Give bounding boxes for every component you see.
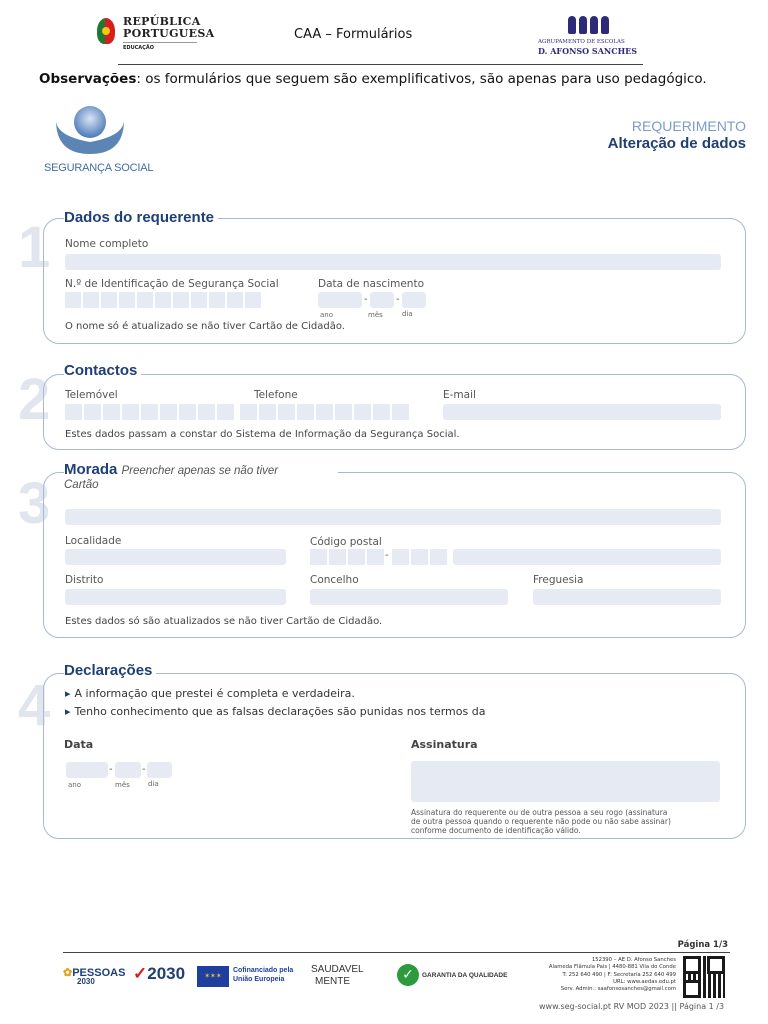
- date-separator: -: [109, 764, 113, 775]
- data-label: Data: [64, 738, 94, 751]
- portugal-emblem-icon: [97, 18, 115, 44]
- morada-input[interactable]: [65, 509, 721, 525]
- codigo-postal-label: Código postal: [310, 536, 382, 548]
- escola-line1: SAUDAVEL: [311, 964, 364, 975]
- section-title: Dados do requerente: [64, 209, 218, 226]
- dia-label: dia: [402, 310, 413, 318]
- date-separator: -: [142, 764, 146, 775]
- dia-label: dia: [148, 780, 159, 788]
- section-number: 1: [18, 215, 51, 280]
- concelho-input[interactable]: [310, 589, 508, 605]
- data-ano-input[interactable]: [66, 762, 108, 778]
- section-number: 2: [18, 367, 51, 432]
- escola-line2: MENTE: [315, 976, 350, 987]
- distrito-input[interactable]: [65, 589, 286, 605]
- morada-hint: Preencher apenas se não tiver: [121, 465, 279, 477]
- figure-icon: [579, 16, 587, 34]
- localidade-input[interactable]: [65, 549, 286, 565]
- mes-label: mês: [368, 311, 383, 319]
- eu-cofinanciado: Cofinanciado pela União Europeia: [233, 967, 294, 983]
- pessoas-text: PESSOAS: [72, 967, 126, 979]
- distrito-label: Distrito: [65, 574, 104, 586]
- assinatura-note-line: de outra pessoa quando o requerente não pode ou não sabe assinar): [411, 817, 671, 826]
- nascimento-label: Data de nascimento: [318, 278, 425, 290]
- header-divider: [118, 64, 643, 65]
- footer-divider: [63, 952, 730, 953]
- address-line: URL: www.aedas.edu.pt: [613, 978, 676, 985]
- school-logo: [536, 10, 636, 58]
- eu-flag-icon: ✶✶✶: [197, 966, 229, 987]
- concelho-label: Concelho: [310, 574, 359, 586]
- assinatura-field[interactable]: [411, 761, 720, 802]
- observations-label: Observações: [39, 71, 137, 87]
- section-number: 3: [18, 471, 51, 536]
- qr-code-icon: [683, 956, 725, 998]
- pessoas-dot-icon: ✿: [63, 967, 73, 979]
- address-line: T: 252 640 490 | F: Secretaria 252 640 499: [562, 971, 676, 978]
- pessoas-2030-logo: [63, 966, 125, 986]
- section-title: [64, 461, 338, 491]
- email-input[interactable]: [443, 404, 721, 420]
- codigo-postal-localidade-input[interactable]: [453, 549, 721, 565]
- school-line1: AGRUPAMENTO DE ESCOLAS: [538, 39, 625, 45]
- declaration-item: ▸ A informação que prestei é completa e verdadeira.: [65, 687, 355, 700]
- rp-divider: [123, 42, 197, 43]
- address-line: Serv. Admin.: saafonsosanches@gmail.com: [560, 986, 676, 993]
- localidade-label: Localidade: [65, 535, 122, 547]
- rp-line1: REPÚBLICA: [123, 15, 201, 28]
- rp-line3: EDUCAÇÃO: [123, 45, 154, 51]
- assinatura-label: Assinatura: [411, 738, 478, 751]
- postal-separator: -: [385, 550, 389, 561]
- ano-label: ano: [68, 781, 82, 789]
- date-separator: -: [364, 294, 368, 305]
- seguranca-social-emblem-icon: [44, 102, 156, 162]
- ss-name: SEGURANÇA SOCIAL: [44, 162, 154, 174]
- portugal-mark-icon: ✓: [133, 964, 148, 983]
- figure-icon: [568, 16, 576, 34]
- section-title: Contactos: [64, 362, 141, 379]
- codigo-postal-ext-input[interactable]: [392, 549, 447, 565]
- figure-icon: [590, 16, 598, 34]
- nome-input[interactable]: [65, 254, 721, 270]
- nasc-dia-input[interactable]: [402, 292, 426, 308]
- section-note: O nome só é atualizado se não tiver Cartão de Cidadão.: [65, 321, 345, 332]
- email-label: E-mail: [443, 389, 476, 401]
- data-mes-input[interactable]: [115, 762, 141, 778]
- section-title: Declarações: [64, 662, 156, 679]
- assinatura-note-line: Assinatura do requerente ou de outra pessoa a seu rogo (assinatura: [411, 808, 668, 817]
- rp-line2: PORTUGUESA: [123, 27, 215, 40]
- telefone-input[interactable]: [240, 404, 409, 420]
- school-line2: D. AFONSO SANCHES: [538, 46, 638, 56]
- page-header-title: CAA – Formulários: [294, 27, 413, 42]
- section-note: Estes dados passam a constar do Sistema de Informação da Segurança Social.: [65, 429, 460, 440]
- ano-label: ano: [320, 311, 334, 319]
- address-line: 152390 – AE D. Afonso Sanches: [591, 957, 676, 963]
- nome-label: Nome completo: [65, 238, 149, 250]
- form-type: REQUERIMENTO: [631, 118, 746, 134]
- assinatura-note-line: conforme documento de identificação válido.: [411, 826, 581, 835]
- footer-reference: www.seg-social.pt RV MOD 2023 || Página 1 /3: [539, 1002, 725, 1011]
- figure-icon: [601, 16, 609, 34]
- codigo-postal-input[interactable]: [310, 549, 384, 565]
- nasc-ano-input[interactable]: [318, 292, 362, 308]
- declaration-item: ▸ Tenho conhecimento que as falsas declarações são punidas nos termos da: [65, 705, 485, 718]
- telemovel-input[interactable]: [65, 404, 234, 420]
- nasc-mes-input[interactable]: [370, 292, 394, 308]
- qualidade-check-icon: ✓: [397, 964, 419, 986]
- niss-input[interactable]: [65, 292, 261, 308]
- morada-title: Morada: [64, 461, 118, 478]
- observations-note: [39, 71, 707, 87]
- freguesia-input[interactable]: [533, 589, 721, 605]
- freguesia-label: Freguesia: [533, 574, 584, 586]
- data-dia-input[interactable]: [147, 762, 172, 778]
- portugal-2030-logo: [133, 964, 185, 984]
- mes-label: mês: [115, 781, 130, 789]
- assinatura-note: [411, 808, 671, 835]
- section-number: 4: [18, 673, 51, 738]
- pessoas-year: 2030: [77, 977, 95, 986]
- funding-logos: [63, 958, 533, 998]
- observations-text: : os formulários que seguem são exemplificativos, são apenas para uso pedagógico.: [136, 71, 707, 87]
- date-separator: -: [396, 294, 400, 305]
- telemovel-label: Telemóvel: [65, 389, 118, 401]
- telefone-label: Telefone: [254, 389, 298, 401]
- portugal-year: 2030: [147, 964, 186, 983]
- republica-portuguesa-logo: [97, 15, 215, 56]
- form-subject: Alteração de dados: [607, 135, 746, 152]
- school-address: [520, 957, 676, 993]
- garantia-qualidade: GARANTIA DA QUALIDADE: [422, 972, 508, 979]
- escola-saudavel-logo: [311, 964, 364, 988]
- morada-hint-2: Cartão: [64, 479, 99, 491]
- seguranca-social-logo: [44, 102, 156, 176]
- niss-label: N.º de Identificação de Segurança Social: [65, 278, 279, 290]
- page-number: Página 1/3: [677, 940, 728, 950]
- section-note: Estes dados só são atualizados se não tiver Cartão de Cidadão.: [65, 616, 383, 627]
- address-line: Alameda Flâmula Pais | 4480-881 Vila do Conde: [548, 964, 676, 971]
